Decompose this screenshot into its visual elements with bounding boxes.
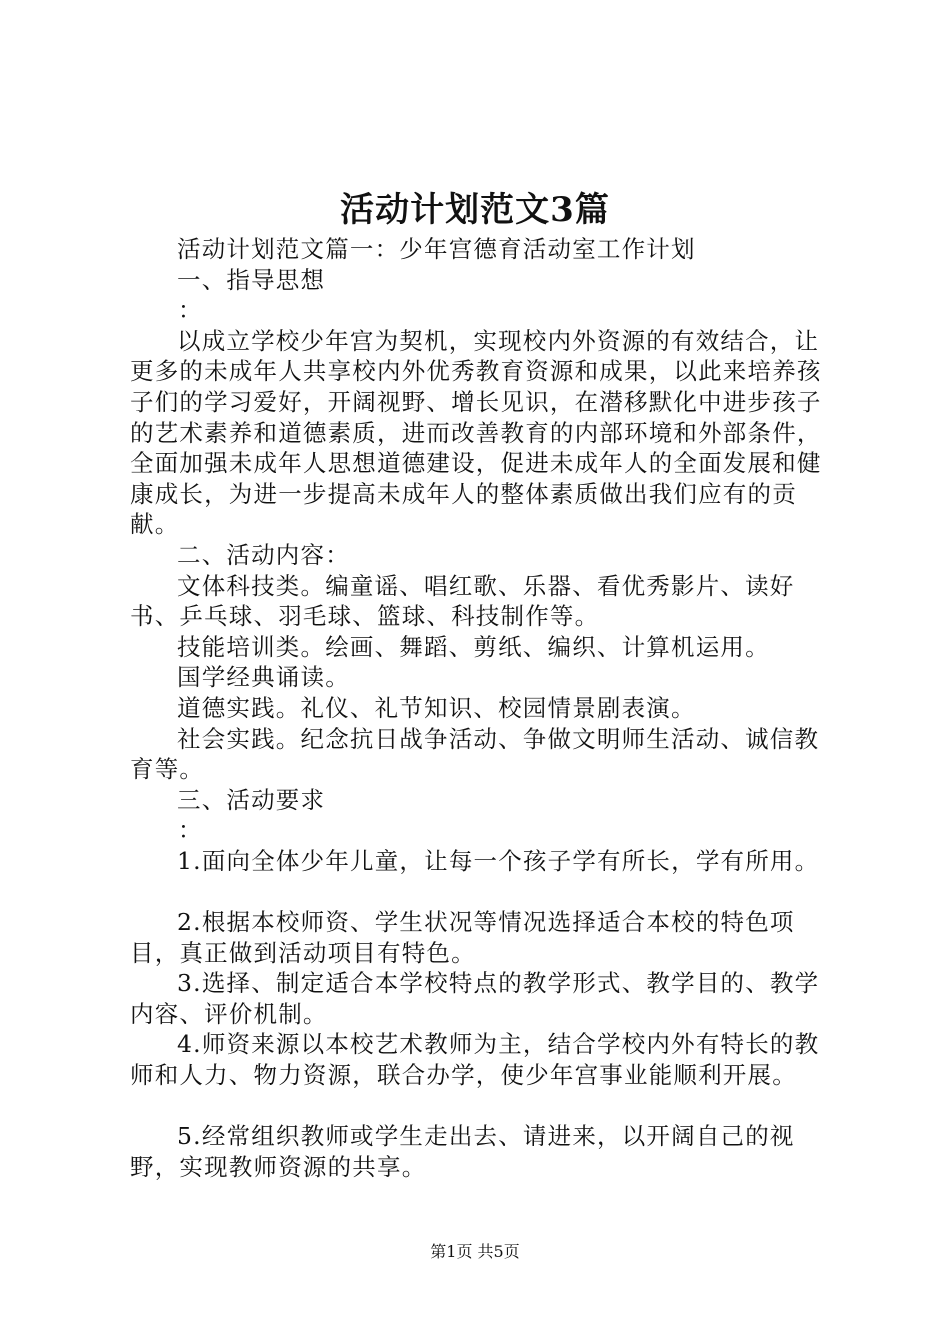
paragraph-ideology-body: 以成立学校少年宫为契机，实现校内外资源的有效结合，让更多的未成年人共享校内外优秀教育资源和成果，以此来培养孩子们的学习爱好，开阔视野、增长见识，在潜移默化中进步孩子的艺术素养和道德素质，进而改善教育的内部环境和外部条件，全面加强未成年人思想道德建设，促进未成年人的全面发展和健康成长，为进一步提高未成年人的整体素质做出我们应有的贡献。 [130,326,822,539]
colon-line: ： [178,816,203,845]
requirement-item-4: 4.师资来源以本校艺术教师为主，结合学校内外有特长的教师和人力、物力资源，联合办学，使少年宫事业能顺利开展。 [130,1030,820,1090]
requirement-item-5: 5.经常组织教师或学生走出去、请进来，以开阔自己的视野，实现教师资源的共享。 [130,1122,795,1181]
paragraph-skills-training: 技能培训类。绘画、舞蹈、剪纸、编织、计算机运用。 [177,632,770,661]
heading-guiding-ideology: 一、指导思想 [177,265,326,294]
document-body [130,234,830,1182]
page-footer: 第1页 共5页 [430,1242,520,1261]
heading-activity-requirements: 三、活动要求 [177,785,326,814]
requirement-item-1: 1.面向全体少年儿童，让每一个孩子学有所长，学有所用。 [177,846,820,875]
section-heading-plan-one: 活动计划范文篇一：少年宫德育活动室工作计划 [177,235,696,263]
paragraph-classics-reading: 国学经典诵读。 [177,663,350,692]
heading-activity-content: 二、活动内容： [177,540,350,569]
paragraph-moral-practice: 道德实践。礼仪、礼节知识、校园情景剧表演。 [177,693,696,722]
colon-line: ： [178,296,203,325]
requirement-item-3: 3.选择、制定适合本学校特点的教学形式、教学目的、教学内容、评价机制。 [130,969,820,1028]
paragraph-sports-tech: 文体科技类。编童谣、唱红歌、乐器、看优秀影片、读好书、乒乓球、羽毛球、篮球、科技制作等。 [130,571,795,631]
requirement-item-2: 2.根据本校师资、学生状况等情况选择适合本校的特色项目，真正做到活动项目有特色。 [130,908,795,967]
paragraph-social-practice: 社会实践。纪念抗日战争活动、争做文明师生活动、诚信教育等。 [130,724,820,784]
document-title: 活动计划范文3篇 [340,190,610,230]
